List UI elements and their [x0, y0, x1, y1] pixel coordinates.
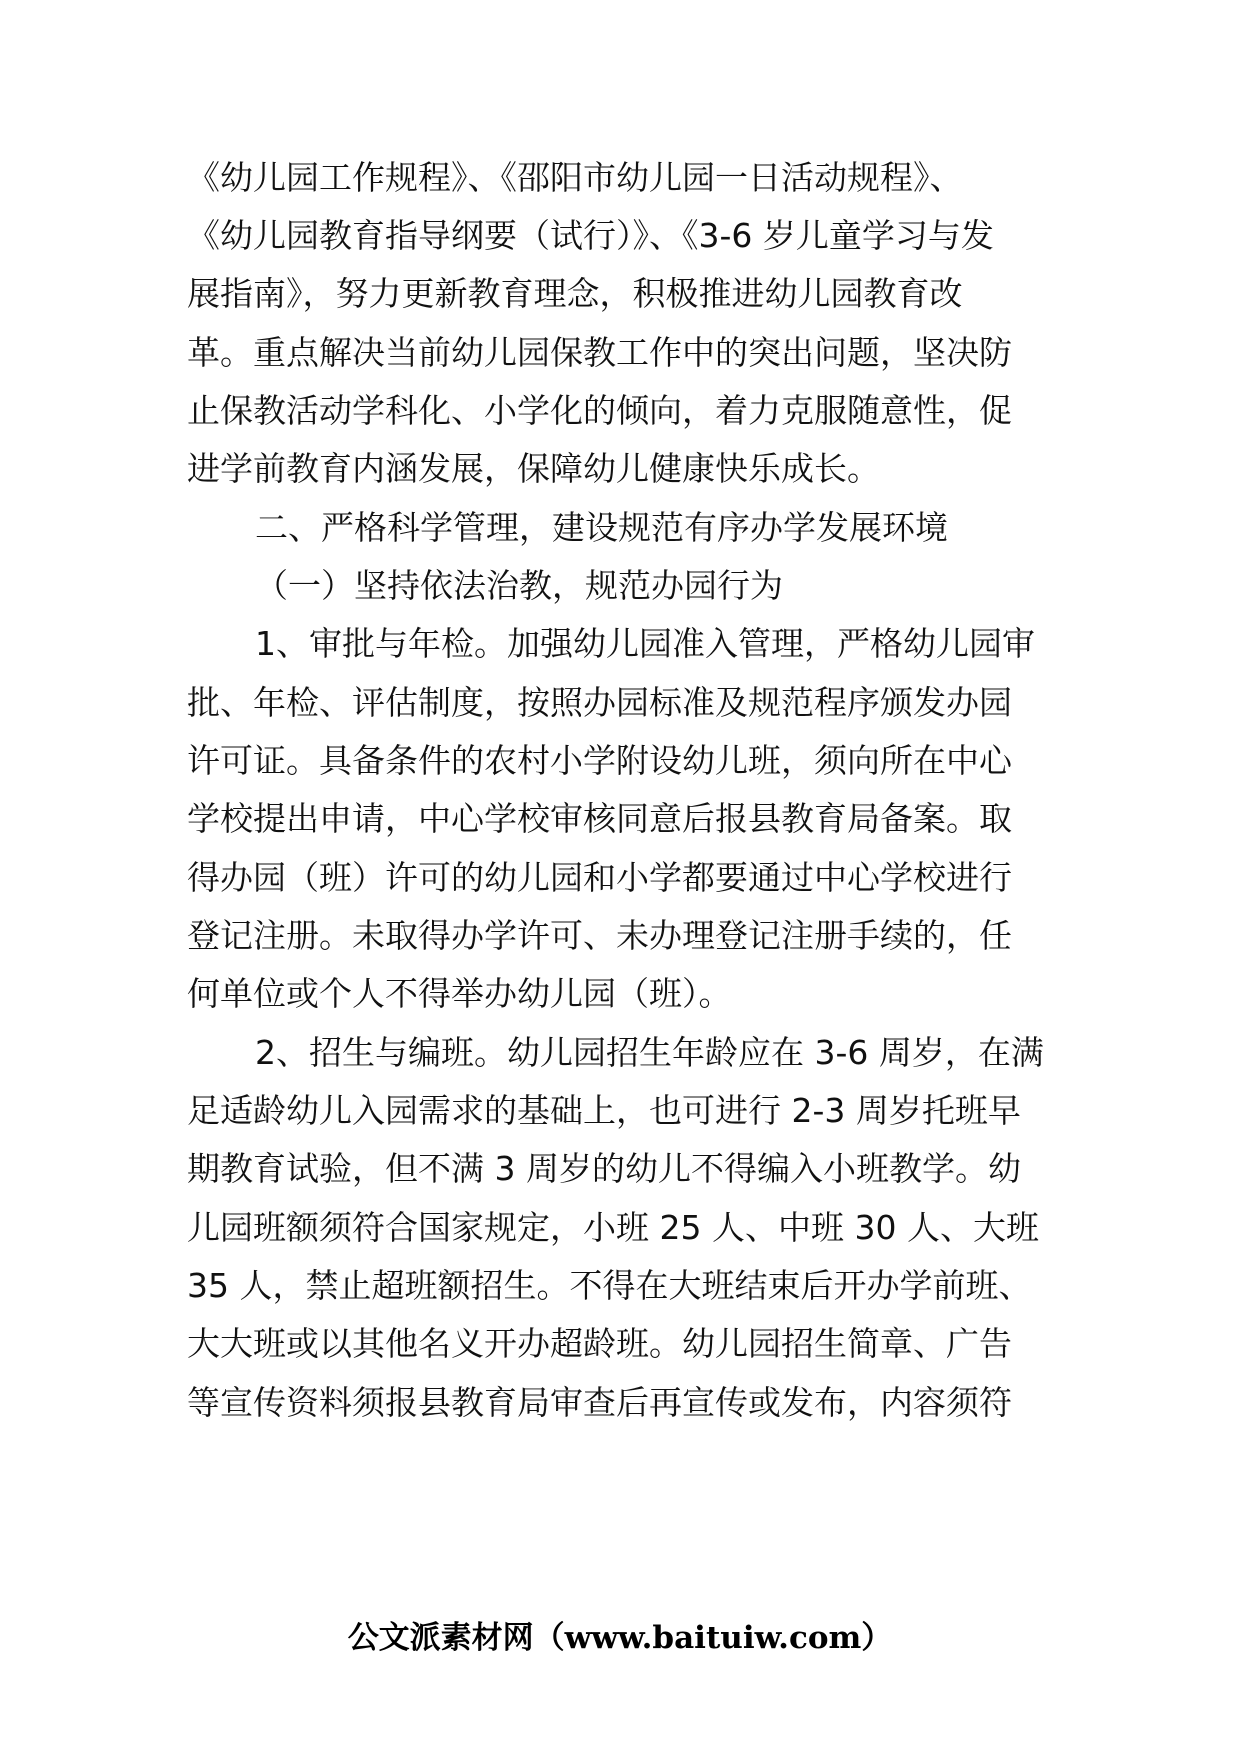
footer-watermark: 公文派素材网（www.baituiw.com） — [347, 1620, 893, 1656]
text-line-22: 等宣传资料须报县教育局审查后再宣传或发布，内容须符 — [187, 1383, 1012, 1422]
text-line-10: 批、年检、评估制度，按照办园标准及规范程序颁发办园 — [187, 683, 1012, 722]
text-line-11: 许可证。具备条件的农村小学附设幼儿班，须向所在中心 — [187, 741, 1012, 780]
text-line-13: 得办园（班）许可的幼儿园和小学都要通过中心学校进行 — [187, 858, 1012, 897]
text-line-4: 革。重点解决当前幼儿园保教工作中的突出问题，坚决防 — [187, 333, 1012, 372]
text-line-5: 止保教活动学科化、小学化的倾向，着力克服随意性，促 — [187, 391, 1012, 430]
text-line-15: 何单位或个人不得举办幼儿园（班）。 — [187, 974, 732, 1013]
text-line-20: 35 人，禁止超班额招生。不得在大班结束后开办学前班、 — [187, 1266, 1032, 1305]
text-line-19: 儿园班额须符合国家规定，小班 25 人、中班 30 人、大班 — [187, 1208, 1039, 1247]
text-line-12: 学校提出申请，中心学校审核同意后报县教育局备案。取 — [187, 799, 1012, 838]
text-line-14: 登记注册。未取得办学许可、未办理登记注册手续的，任 — [187, 916, 1012, 955]
text-line-6: 进学前教育内涵发展，保障幼儿健康快乐成长。 — [187, 449, 880, 488]
text-line-17: 足适龄幼儿入园需求的基础上，也可进行 2-3 周岁托班早 — [187, 1091, 1021, 1130]
section-heading: 二、严格科学管理，建设规范有序办学发展环境 — [255, 508, 948, 547]
text-line-2: 《幼儿园教育指导纲要（试行）》、《3-6 岁儿童学习与发 — [187, 216, 994, 255]
text-line-3: 展指南》，努力更新教育理念，积极推进幼儿园教育改 — [187, 274, 963, 313]
text-line-9: 1、审批与年检。加强幼儿园准入管理，严格幼儿园审 — [255, 624, 1035, 663]
text-line-21: 大大班或以其他名义开办超龄班。幼儿园招生简章、广告 — [187, 1324, 1012, 1363]
subsection-heading: （一）坚持依法治教，规范办园行为 — [255, 566, 783, 605]
text-line-1: 《幼儿园工作规程》、《邵阳市幼儿园一日活动规程》、 — [187, 158, 963, 197]
text-line-16: 2、招生与编班。幼儿园招生年龄应在 3-6 周岁，在满 — [255, 1033, 1044, 1072]
text-line-18: 期教育试验，但不满 3 周岁的幼儿不得编入小班教学。幼 — [187, 1149, 1021, 1188]
